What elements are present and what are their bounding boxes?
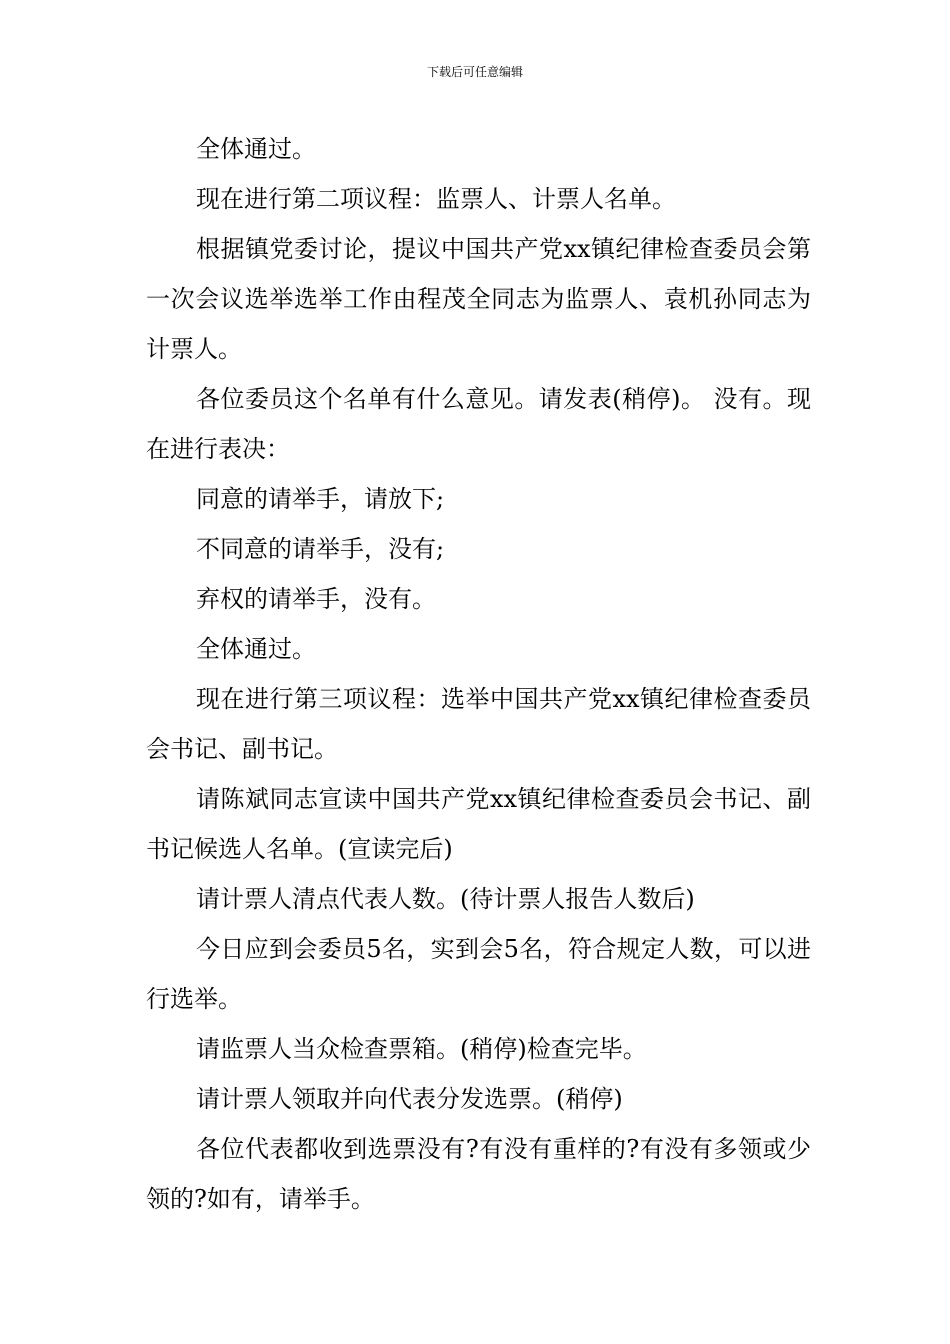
paragraph: 请计票人领取并向代表分发选票。(稍停) [196, 1085, 623, 1113]
paragraph: 弃权的请举手，没有。 [196, 585, 436, 613]
paragraph: 全体通过。 [196, 635, 316, 663]
paragraph: 请监票人当众检查票箱。(稍停)检查完毕。 [196, 1035, 647, 1063]
paragraph: 今日应到会委员5名，实到会5名，符合规定人数，可以进行选举。 [146, 935, 811, 1013]
paragraph: 请计票人清点代表人数。(待计票人报告人数后) [196, 885, 695, 913]
paragraph: 各位代表都收到选票没有?有没有重样的?有没有多领或少领的?如有，请举手。 [146, 1135, 811, 1213]
paragraph: 不同意的请举手，没有; [196, 535, 445, 563]
paragraph: 请陈斌同志宣读中国共产党xx镇纪律检查委员会书记、副书记候选人名单。(宣读完后) [146, 785, 811, 863]
paragraph: 全体通过。 [196, 135, 316, 163]
paragraph: 根据镇党委讨论，提议中国共产党xx镇纪律检查委员会第一次会议选举选举工作由程茂全同志为监票人、袁机孙同志为计票人。 [146, 235, 811, 363]
paragraph: 各位委员这个名单有什么意见。请发表(稍停)。 没有。现在进行表决： [146, 385, 811, 463]
paragraph: 现在进行第三项议程：选举中国共产党xx镇纪律检查委员会书记、副书记。 [146, 685, 811, 763]
paragraph: 现在进行第二项议程：监票人、计票人名单。 [196, 185, 676, 213]
document-body [146, 124, 811, 1224]
paragraph: 同意的请举手，请放下; [196, 485, 445, 513]
page-header: 下载后可任意编辑 [426, 65, 523, 79]
